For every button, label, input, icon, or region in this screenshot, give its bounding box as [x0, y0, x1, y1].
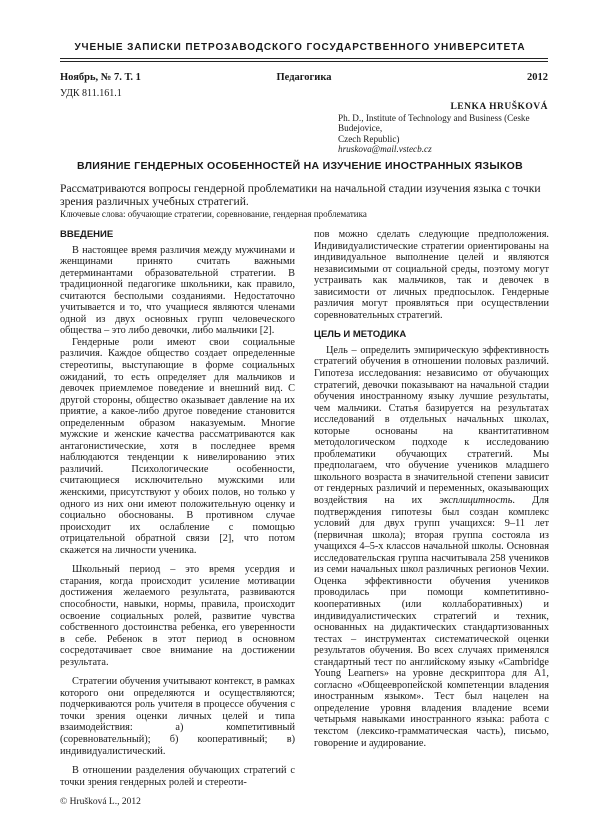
- paragraph: пов можно сделать следующие предположения. Индивидуалистические стратегии ориентированы на индивидуальное выполнение целей и являются независимыми от социальной среды, поэтому могут устраивать как мальчиков, так и девочек в зависимости от личных предпосылок. Гендерные различия могут проявляться при осуществлении соревновательных стратегий.: [314, 229, 549, 321]
- right-column: [314, 229, 549, 749]
- copyright: © Hrušková L., 2012: [60, 797, 141, 807]
- italic-term: эксплицитность: [439, 495, 513, 507]
- abstract: Рассматриваются вопросы гендерной проблематики на начальной стадии изучения языка с точки зрения различных учебных стратегий.: [60, 182, 541, 208]
- header-rule: [60, 58, 548, 59]
- header-rule-thin: [60, 61, 548, 62]
- keywords: Ключевые слова: обучающие стратегии, соревнование, гендерная проблематика: [60, 209, 367, 219]
- article-title: ВЛИЯНИЕ ГЕНДЕРНЫХ ОСОБЕННОСТЕЙ НА ИЗУЧЕНИЕ ИНОСТРАННЫХ ЯЗЫКОВ: [76, 160, 524, 172]
- issue-number: Ноябрь, № 7. Т. 1: [60, 72, 141, 83]
- paragraph-goal-text-1: Цель – определить эмпирическую эффективность стратегий обучения в отношении половых различий. Гипотеза исследования: независимо от обучающих стратегий, девочки показывают на начальной стадии обучения иностранному языку лучшие результаты, чем мальчики. Статья базируется на результатах исследований в отдельных начальных школах, которые основаны на квантитативном методологическом подходе к исследованию проблематики обучающих стратегий. Мы предполагаем, что обучение учеников младшего школьного возраста в значительной степени зависит от гендерных различий и переменных, оказывающих воздействия на их: [314, 344, 549, 507]
- author-block: [338, 102, 548, 155]
- author-affiliation-1: Ph. D., Institute of Technology and Business (Ceske Budejovice,: [338, 112, 530, 134]
- paragraph: Школьный период – это время усердия и старания, когда происходит усиление мотивации достижения желаемого результата, развиваются способности, навыки, нормы, правила, происходит освоение социальных ролей, развитие чувства собственного достоинства ребенка, его уверенности в себе. Ребенок в этот период в основном сосредотачивает свое внимание на достижении результата.: [60, 564, 295, 668]
- author-name: LENKA HRUŠKOVÁ: [450, 102, 548, 112]
- paragraph: Стратегии обучения учитывают контекст, в рамках которого они определяются и осуществляются; подчеркиваются роль учителя в процессе обучения с точки зрения оценки личных целей и типа взаимодействия: а) компетитивный (соревновательный); б) кооперативный; в) индивидуалистический.: [60, 676, 295, 757]
- paragraph-goal-text-2: . Для подтверждения гипотезы был создан комплекс условий для двух групп учащихся: 9–11 лет (первичная школа); вторая группа состояла из учащихся 4–5-х классов начальной школы. Основная исследовательская группа насчитывала 258 учеников из семи начальных школ различных регионов Чехии. Оценка эффективности обучения учеников проводилась при помощи компетитивно-кооперативных (или коллаборативных) и индивидуалистических стратегий и техник, основанных на дидактических стандартизованных тестах – инструментах систематической оценки результатов обучения. Во всех случаях применялся стандартный тест по английскому языку «Cambridge Young Learners» на уровне дескриптора для A1, согласно «Общеевропейской компетенции владения иностранным языком». Тест был нацелен на определение уровня владения владение всеми четырьмя навыками иностранного языка: работа с текстом (лексико-грамматическая часть), письмо, говорение и аудирование.: [314, 495, 549, 749]
- udc-code: УДК 811.161.1: [60, 88, 122, 99]
- journal-header: УЧЕНЫЕ ЗАПИСКИ ПЕТРОЗАВОДСКОГО ГОСУДАРСТВЕННОГО УНИВЕРСИТЕТА: [74, 42, 526, 53]
- section-heading-introduction: ВВЕДЕНИЕ: [60, 229, 114, 240]
- paragraph: Гендерные роли имеют свои социальные различия. Каждое общество создает определенные стереотипы, выступающие в форме социальных ожиданий, то есть определяет для мальчиков и девочек приемлемое поведение и внешний вид. С другой стороны, общество оказывает давление на их приятие, а какое-либо другое поведение становится определенным образом наказуемым. Многие мужские и женские качества рассматриваются как антагонистические, хотя в последнее время наблюдаются тенденции к нивелированию этих различий. Психологические особенности, считающиеся исключительно мужскими или женскими, присутствуют у обоих полов, но только у одного из них они имеют положительную оценку и социально обоснованы. В противном случае происходит их ослабление с помощью отрицательной обратной связи [2], что потом скажется на личности ученика.: [60, 336, 295, 556]
- section-name: Педагогика: [276, 72, 332, 83]
- paragraph: В отношении разделения обучающих стратегий с точки зрения гендерных ролей и стереоти-: [60, 765, 295, 788]
- author-email[interactable]: hruskova@mail.vstecb.cz: [338, 144, 432, 155]
- issue-year: 2012: [527, 72, 548, 83]
- paragraph-goal: [314, 345, 549, 749]
- left-column: [60, 229, 295, 788]
- author-affiliation-2: Czech Republic): [338, 133, 400, 144]
- paragraph: В настоящее время различия между мужчинами и женщинами принято считать важными детерминантами образовательной стратегии. В традиционной педагогике школьники, как правило, считаются бесполыми созданиями. Недостаточно учитывается и то, что учащиеся являются членами одной из двух основных групп человеческого общества – это либо девочки, либо мальчики [2].: [60, 244, 295, 337]
- section-heading-goal-method: ЦЕЛЬ И МЕТОДИКА: [314, 329, 407, 341]
